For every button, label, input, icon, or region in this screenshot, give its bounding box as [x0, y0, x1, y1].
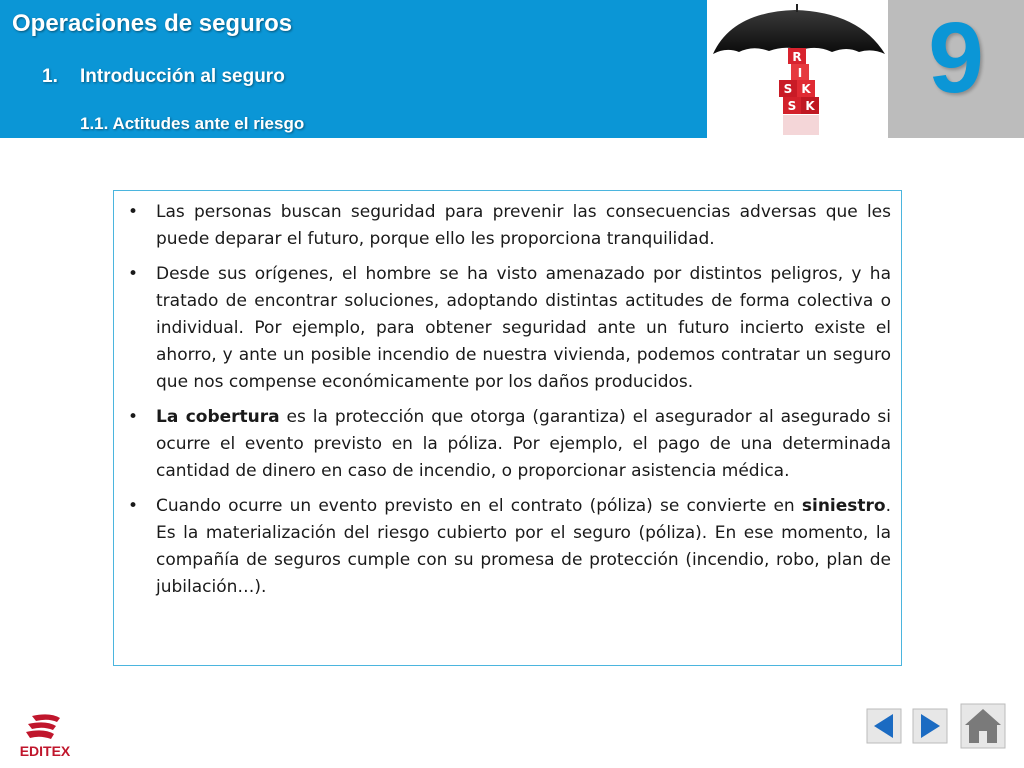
bullet-item: • Las personas buscan seguridad para prevenir las consecuencias adversas que les puede deparar el futuro, porque ello les proporciona tranquilidad.: [124, 199, 891, 253]
triangle-right-icon: [912, 708, 948, 744]
editex-logo: [10, 712, 80, 762]
block-letter: K: [801, 82, 811, 96]
chapter-panel: [888, 0, 1024, 138]
bold-term: La cobertura: [156, 407, 280, 427]
triangle-left-icon: [866, 708, 902, 744]
home-button[interactable]: [960, 703, 1006, 754]
bullet-item: • Desde sus orígenes, el hombre se ha visto amenazado por distintos peligros, y ha tratado de encontrar soluciones, adoptando distintas actitudes de forma colectiva o individual. Por ejemplo, para obtener seguridad ante un futuro incierto existe el ahorro, y ante un posible incendio de nuestra vivienda, podemos contratar un seguro que nos compense económicamente por los daños producidos.: [124, 261, 891, 396]
bold-term: siniestro: [801, 496, 886, 516]
block-letter: R: [792, 50, 802, 64]
umbrella-risk-image: [707, 0, 888, 138]
section-heading: [42, 66, 285, 88]
umbrella-icon: [707, 0, 888, 138]
bullet-dot-icon: •: [128, 407, 139, 427]
content-box: [113, 190, 902, 666]
bullet-item: • La cobertura es la protección que otorga (garantiza) el asegurador al asegurado si ocurre el evento previsto en la póliza. Por ejemplo, el pago de una determinada cantidad de dinero en caso de incendio, o proporcionar asistencia médica.: [124, 404, 891, 485]
block-letter: K: [805, 99, 815, 113]
page-title: Operaciones de seguros: [12, 10, 293, 37]
section-title: Introducción al seguro: [80, 66, 285, 87]
bullet-dot-icon: •: [128, 264, 139, 284]
bullet-dot-icon: •: [128, 496, 139, 516]
bullet-dot-icon: •: [128, 202, 139, 222]
block-letter: S: [787, 99, 797, 113]
prev-slide-button[interactable]: [866, 708, 902, 749]
bullet-item: • Cuando ocurre un evento previsto en el contrato (póliza) se convierte en siniestro. Es la materialización del riesgo cubierto por el seguro (póliza). En ese momento, la compañía de seguros cumple con su promesa de protección (incendio, robo, plan de jubilación…).: [124, 493, 891, 601]
section-number: 1.: [42, 66, 58, 87]
chapter-number: 9: [928, 2, 984, 114]
logo-text: EDITEX: [19, 743, 71, 759]
house-icon: [960, 703, 1006, 749]
block-letter: I: [797, 66, 803, 80]
bullet-list: [124, 199, 891, 601]
header-bar: [0, 0, 707, 138]
block-letter: S: [783, 82, 793, 96]
next-slide-button[interactable]: [912, 708, 948, 749]
subsection-heading: 1.1. Actitudes ante el riesgo: [80, 114, 305, 133]
